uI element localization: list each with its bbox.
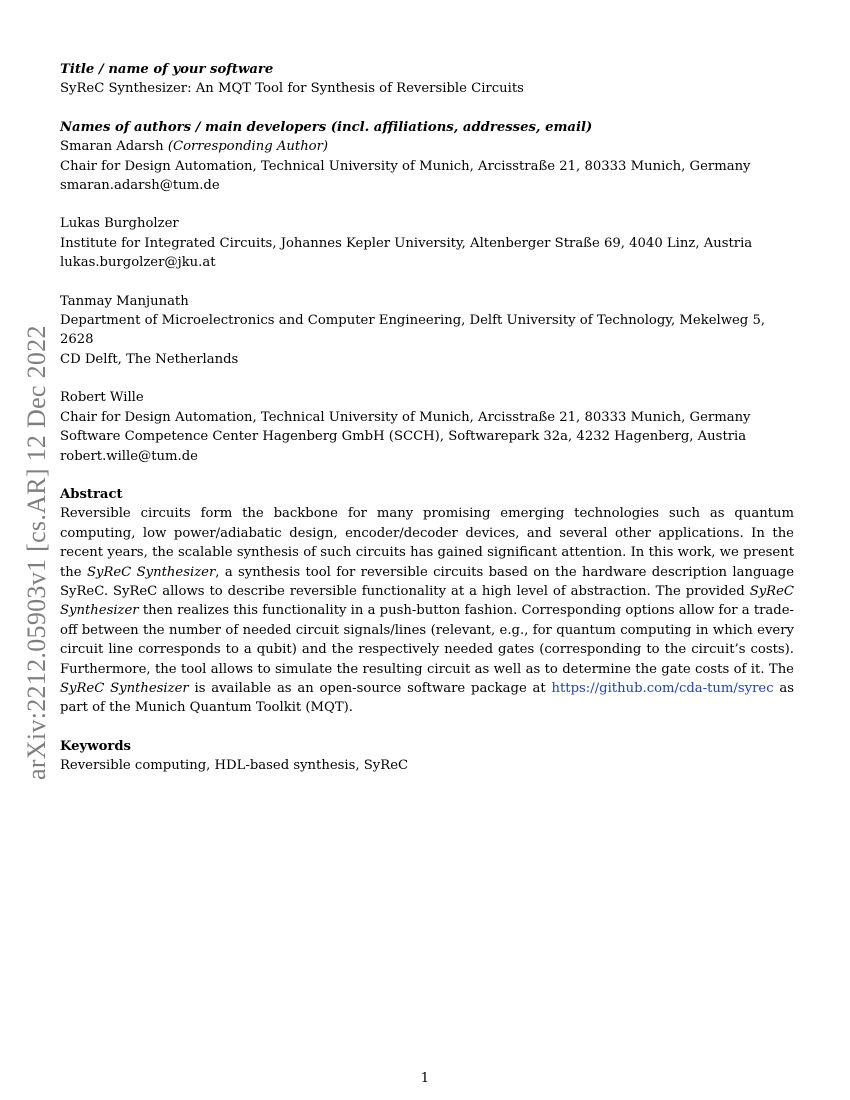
page-number: 1 bbox=[420, 1071, 430, 1086]
author-name: Tanmay Manjunath bbox=[60, 293, 189, 309]
arxiv-identifier: arXiv:2212.05903v1 [cs.AR] 12 Dec 2022 bbox=[22, 325, 51, 780]
author-affiliation: Chair for Design Automation, Technical University of Munich, Arcisstraße 21, 80333 Munich, Germany bbox=[60, 409, 751, 425]
software-title: SyReC Synthesizer: An MQT Tool for Synthesis of Reversible Circuits bbox=[60, 81, 524, 97]
author-affiliation: Department of Microelectronics and Computer Engineering, Delft University of Technology, Mekelweg 5, 2628 bbox=[60, 313, 766, 348]
author-block bbox=[60, 292, 794, 370]
abstract-body: Reversible circuits form the backbone for many promising emerging technologies such as quantum computing, low power/adiabatic design, encoder/decoder devices, and several other applications. In the recent years, the scalable synthesis of such circuits has gained significant attention. In this work, we present the SyReC Synthesizer, a synthesis tool for reversible circuits based on the hardware description language SyReC. SyReC allows to describe reversible functionality at a high level of abstraction. The provided SyReC Synthesizer then realizes this functionality in a push-button fashion. Corresponding options allow for a trade-off between the number of needed circuit signals/lines (relevant, e.g., for quantum computing in which every circuit line corresponds to a qubit) and the respectively needed gates (corresponding to the circuit’s costs). Furthermore, the tool allows to simulate the resulting circuit as well as to determine the gate costs of it. The SyReC Synthesizer is available as an open-source software package at https://github.com/cda-tum/syrec as part of the Munich Quantum Toolkit (MQT). bbox=[60, 506, 795, 716]
author-role: (Corresponding Author) bbox=[167, 139, 329, 155]
author-email: lukas.burgolzer@jku.at bbox=[60, 255, 216, 271]
tool-name: SyReC Synthesizer bbox=[60, 583, 794, 619]
author-affiliation: Institute for Integrated Circuits, Johannes Kepler University, Altenberger Straße 69, 4040 Linz, Austria bbox=[60, 235, 753, 251]
title-heading: Title / name of your software bbox=[60, 62, 274, 77]
author-email: robert.wille@tum.de bbox=[60, 448, 198, 464]
author-block bbox=[60, 137, 794, 195]
author-block bbox=[60, 388, 794, 466]
authors-section bbox=[60, 118, 794, 466]
author-block bbox=[60, 214, 794, 272]
author-affiliation-cont: CD Delft, The Netherlands bbox=[60, 351, 239, 367]
author-affiliation: Chair for Design Automation, Technical University of Munich, Arcisstraße 21, 80333 Munich, Germany bbox=[60, 158, 751, 174]
title-section bbox=[60, 60, 794, 99]
keywords-heading: Keywords bbox=[60, 738, 131, 754]
tool-name: SyReC Synthesizer bbox=[86, 564, 216, 580]
abstract-section bbox=[60, 485, 794, 718]
author-name: Smaran Adarsh bbox=[60, 139, 164, 155]
author-name: Robert Wille bbox=[60, 390, 144, 406]
tool-name: SyReC Synthesizer bbox=[60, 680, 189, 696]
keywords-list: Reversible computing, HDL-based synthesis, SyReC bbox=[60, 758, 409, 774]
author-affiliation: Software Competence Center Hagenberg GmbH (SCCH), Softwarepark 32a, 4232 Hagenberg, Austria bbox=[60, 429, 747, 445]
author-email: smaran.adarsh@tum.de bbox=[60, 178, 220, 194]
paper-page bbox=[60, 60, 794, 776]
github-link[interactable]: https://github.com/cda-tum/syrec bbox=[551, 680, 774, 696]
authors-heading: Names of authors / main developers (incl. affiliations, addresses, email) bbox=[60, 119, 593, 135]
keywords-section bbox=[60, 737, 794, 776]
abstract-heading: Abstract bbox=[60, 486, 123, 502]
author-name-line bbox=[60, 137, 794, 156]
author-name: Lukas Burgholzer bbox=[60, 216, 179, 232]
